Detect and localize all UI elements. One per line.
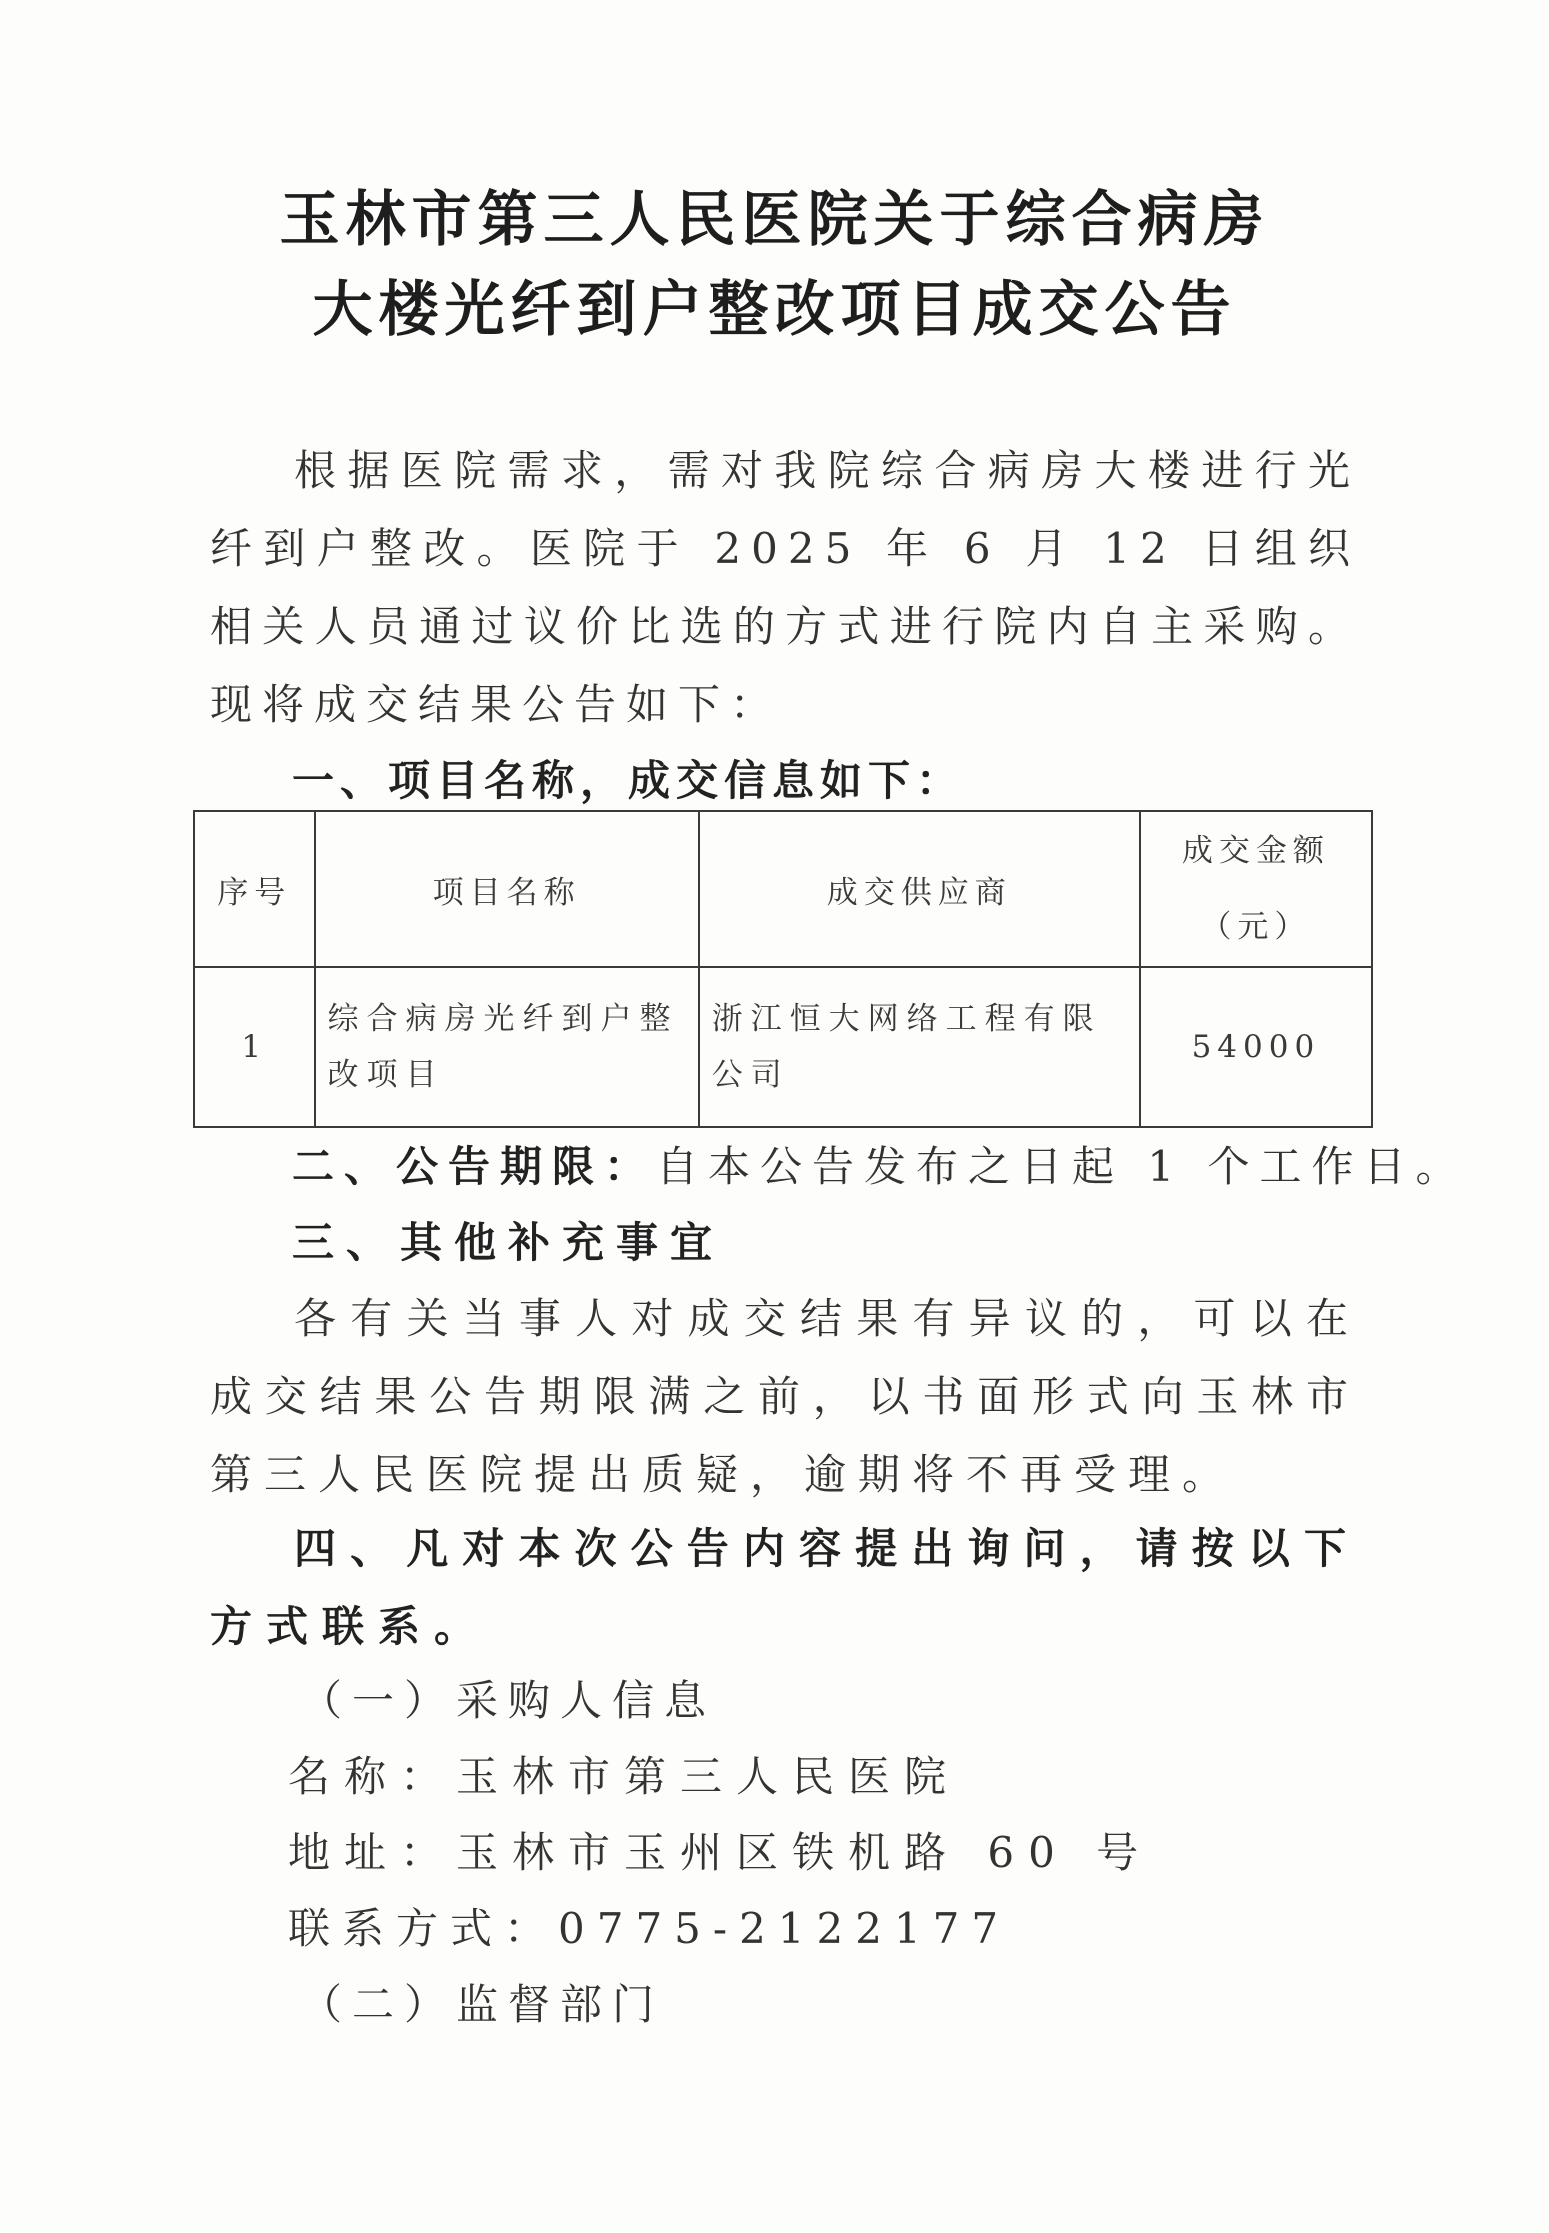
section3-paragraph [210, 1280, 1360, 1514]
header-amount-label: 成交金额 [1181, 833, 1330, 869]
purchaser-name: 名称：玉林市第三人民医院 [288, 1752, 961, 1801]
document-title-line-1: 玉林市第三人民医院关于综合病房 [279, 185, 1270, 255]
header-seq: 序号 [194, 811, 315, 967]
purchaser-heading: （一）采购人信息 [300, 1676, 717, 1725]
section3-heading: 三、其他补充事宜 [292, 1218, 725, 1267]
purchaser-contact: 联系方式：0775-2122177 [288, 1904, 1011, 1953]
document-title-line-2: 大楼光纤到户整改项目成交公告 [312, 275, 1237, 345]
section1-heading: 一、项目名称，成交信息如下： [292, 756, 965, 805]
header-project: 项目名称 [315, 811, 699, 967]
row-project: 综合病房光纤到户整改项目 [315, 967, 699, 1127]
award-table [193, 810, 1373, 1128]
row-amount: 54000 [1140, 967, 1372, 1127]
section4-text: 四、凡对本次公告内容提出询问，请按以下方式联系。 [210, 1524, 1360, 1651]
section2-label: 二、公告期限： [292, 1142, 657, 1191]
table-row [194, 967, 1372, 1127]
intro-paragraph [210, 432, 1360, 744]
supervision-heading: （二）监督部门 [300, 1980, 665, 2029]
section3-text: 各有关当事人对成交结果有异议的，可以在成交结果公告期限满之前，以书面形式向玉林市第三人民医院提出质疑，逾期将不再受理。 [210, 1294, 1360, 1499]
header-supplier: 成交供应商 [699, 811, 1140, 967]
intro-text: 根据医院需求，需对我院综合病房大楼进行光纤到户整改。医院于 2025 年 6 月 12 日组织相关人员通过议价比选的方式进行院内自主采购。现将成交结果公告如下： [210, 446, 1360, 729]
row-supplier: 浙江恒大网络工程有限公司 [699, 967, 1140, 1127]
section2-line [292, 1128, 1467, 1206]
purchaser-address: 地址：玉林市玉州区铁机路 60 号 [288, 1828, 1153, 1877]
table-header-row [194, 811, 1372, 967]
section4-paragraph [210, 1510, 1360, 1666]
section2-text: 自本公告发布之日起 1 个工作日。 [656, 1142, 1468, 1191]
header-amount-unit: （元） [1200, 909, 1312, 945]
row-seq: 1 [194, 967, 315, 1127]
header-amount [1140, 811, 1372, 967]
